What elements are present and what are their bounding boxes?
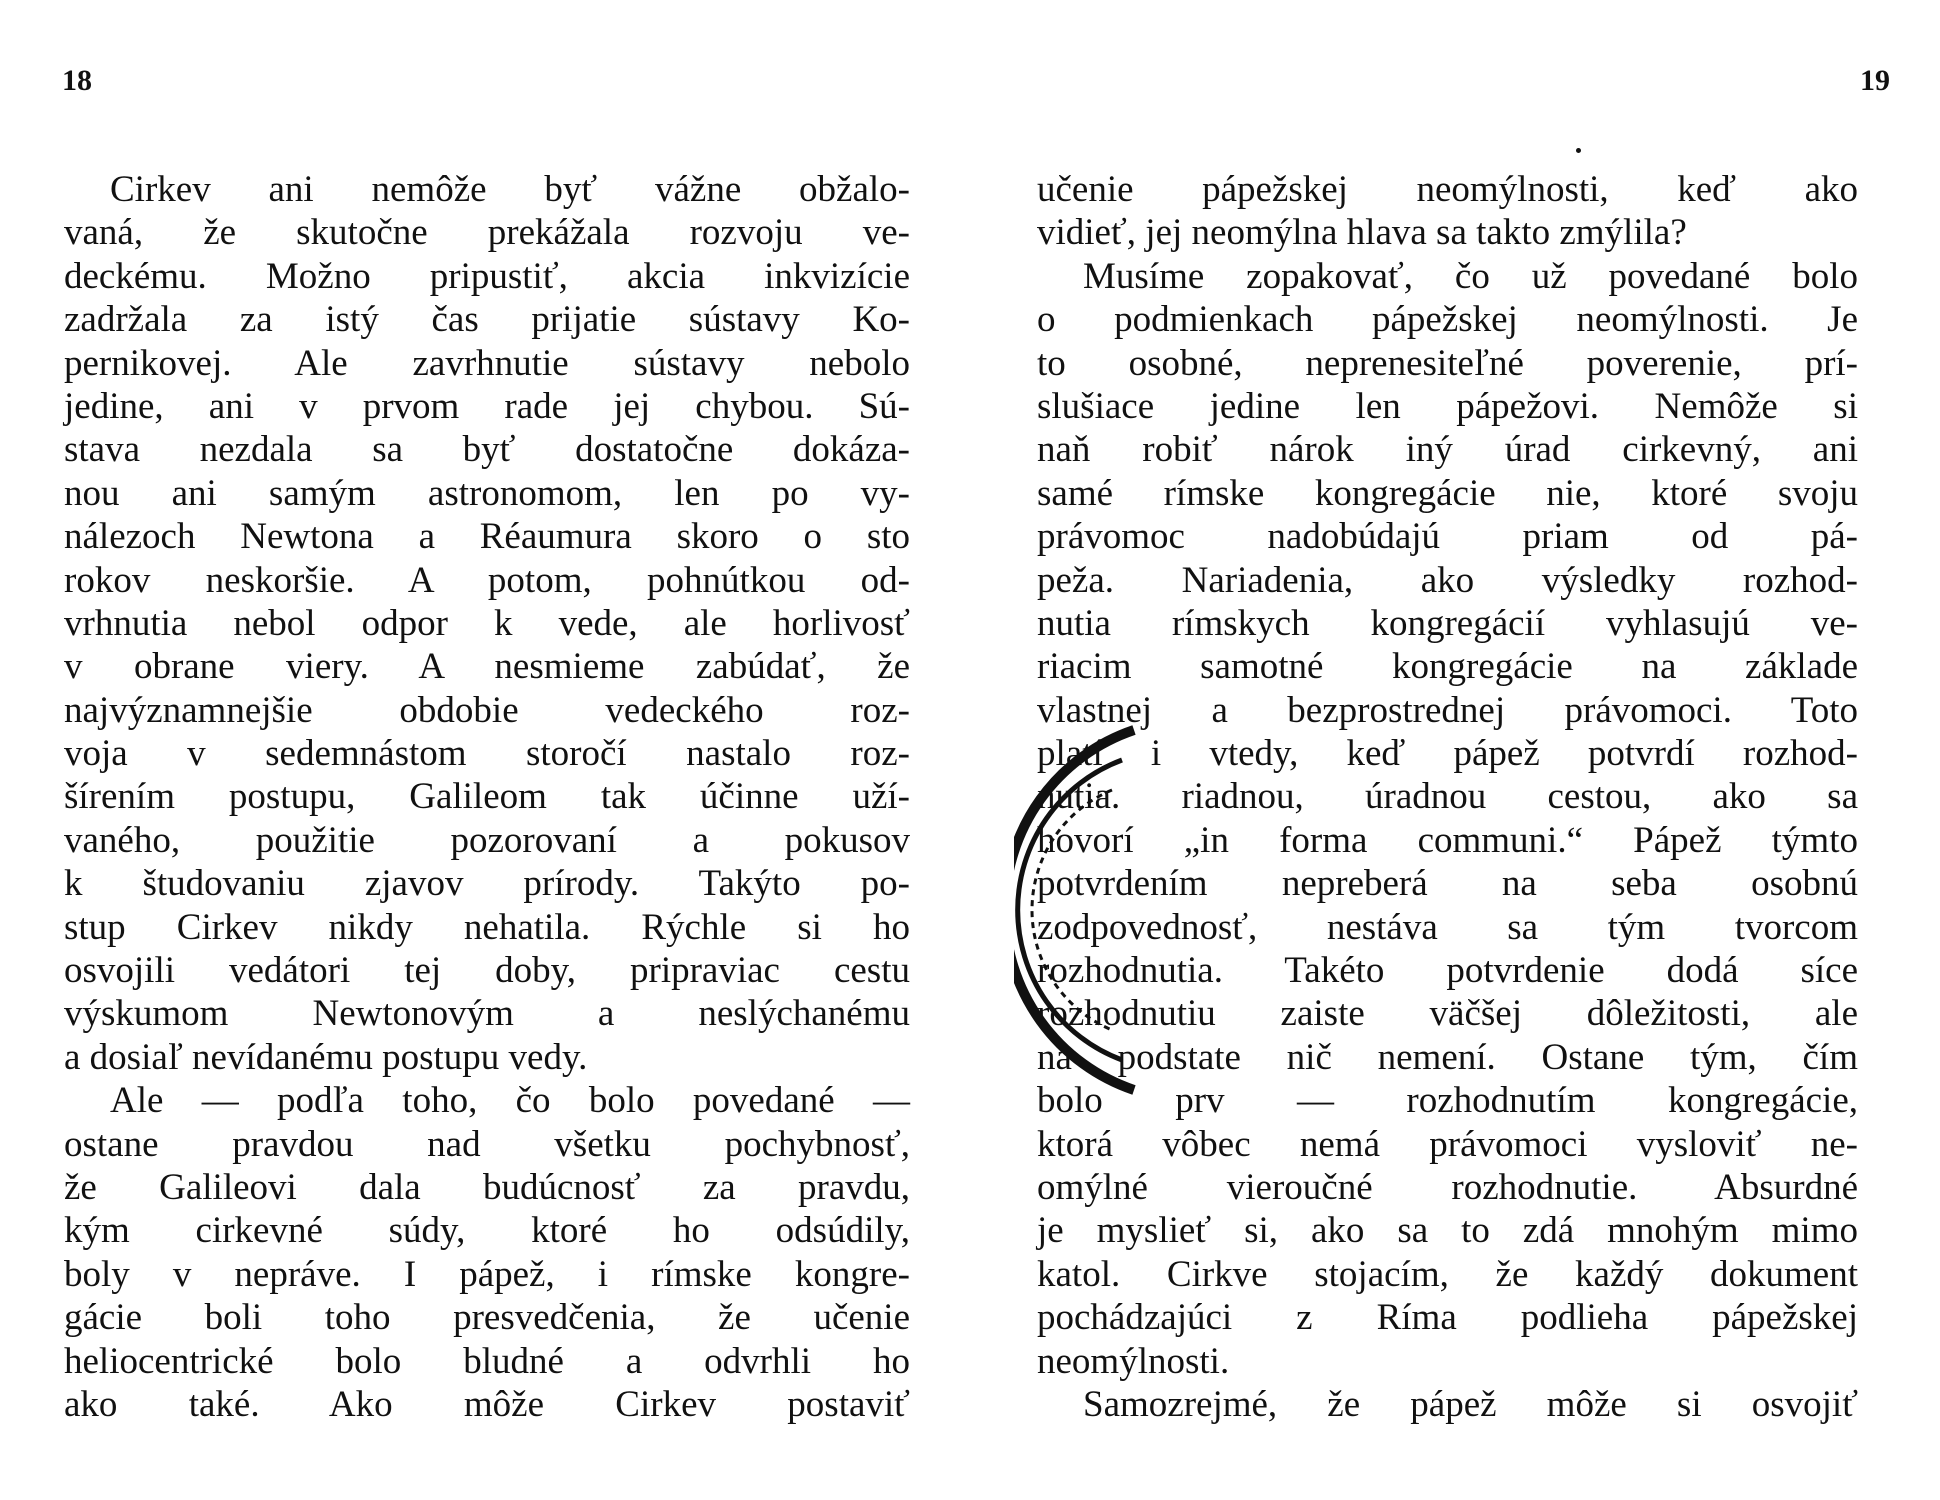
left-line: Cirkev ani nemôže byť vážne obžalo-	[110, 169, 910, 210]
right-line: naň robiť nárok iný úrad cirkevný, ani	[1037, 429, 1858, 471]
right-line: omýlné vieroučné rozhodnutie. Absurdné	[1037, 1166, 1858, 1208]
left-line: a dosiaľ nevídanému postupu vedy.	[64, 1036, 588, 1078]
right-line: ktorá vôbec nemá právomoci vysloviť ne-	[1037, 1123, 1858, 1165]
left-line: jedine, ani v prvom rade jej chybou. Sú-	[64, 385, 910, 427]
right-line: právomoc nadobúdajú priam od pá-	[1037, 516, 1858, 558]
left-line: ostane pravdou nad všetku pochybnosť,	[64, 1123, 910, 1165]
left-line: vrhnutia nebol odpor k vede, ale horlivosť	[64, 602, 910, 644]
right-page	[970, 0, 1940, 1500]
left-line: že Galileovi dala budúcnosť za pravdu,	[64, 1166, 910, 1208]
left-line: gácie boli toho presvedčenia, že učenie	[64, 1297, 910, 1339]
left-line: ako také. Ako môže Cirkev postaviť	[64, 1383, 910, 1425]
left-line: šírením postupu, Galileom tak účinne uží-	[64, 776, 910, 818]
left-line: deckému. Možno pripustiť, akcia inkvizície	[64, 255, 910, 297]
left-page-text	[64, 168, 910, 1426]
right-line: riacim samotné kongregácie na základe	[1037, 646, 1858, 688]
left-line: kým cirkevné súdy, ktoré ho odsúdily,	[64, 1210, 910, 1252]
right-line: samé rímske kongregácie nie, ktoré svoju	[1037, 472, 1858, 514]
left-line: Ale — podľa toho, čo bolo povedané —	[110, 1080, 910, 1122]
left-line: stup Cirkev nikdy nehatila. Rýchle si ho	[64, 906, 910, 948]
left-line: heliocentrické bolo bludné a odvrhli ho	[64, 1340, 910, 1382]
right-line: pochádzajúci z Ríma podlieha pápežskej	[1037, 1297, 1858, 1339]
right-page-text	[1037, 168, 1858, 1426]
left-line: vaná, že skutočne prekážala rozvoju ve-	[64, 212, 910, 254]
right-line: je myslieť si, ako sa to zdá mnohým mimo	[1037, 1210, 1858, 1252]
left-line: nálezoch Newtona a Réaumura skoro o sto	[64, 516, 910, 558]
left-line: k študovaniu zjavov prírody. Takýto po-	[64, 863, 910, 905]
left-line: boly v nepráve. I pápež, i rímske kongre-	[64, 1253, 910, 1295]
right-line: rozhodnutia. Takéto potvrdenie dodá síce	[1037, 950, 1858, 992]
right-line: o podmienkach pápežskej neomýlnosti. Je	[1037, 299, 1858, 341]
right-line: platí i vtedy, keď pápež potvrdí rozhod-	[1037, 733, 1858, 775]
left-line: najvýznamnejšie obdobie vedeckého roz-	[64, 689, 910, 731]
right-line: rozhodnutiu zaiste väčšej dôležitosti, ale	[1037, 993, 1858, 1035]
right-line: vidieť, jej neomýlna hlava sa takto zmýlila?	[1037, 212, 1687, 254]
right-line: vlastnej a bezprostrednej právomoci. Toto	[1037, 689, 1858, 731]
right-line: slušiace jedine len pápežovi. Nemôže si	[1037, 385, 1858, 427]
left-line: pernikovej. Ale zavrhnutie sústavy nebolo	[64, 342, 910, 384]
left-line: rokov neskoršie. A potom, pohnútkou od-	[64, 559, 910, 601]
right-line: Samozrejmé, že pápež môže si osvojiť	[1083, 1383, 1858, 1425]
right-line: hovorí „in forma communi.“ Pápež týmto	[1037, 819, 1858, 861]
right-line: Musíme zopakovať, čo už povedané bolo	[1083, 255, 1858, 297]
right-line: zodpovednosť, nestáva sa tým tvorcom	[1037, 906, 1858, 948]
left-line: osvojili vedátori tej doby, pripraviac cestu	[64, 950, 910, 992]
right-line: peža. Nariadenia, ako výsledky rozhod-	[1037, 559, 1858, 601]
right-line: nutia rímskych kongregácií vyhlasujú ve-	[1037, 602, 1858, 644]
left-line: vaného, použitie pozorovaní a pokusov	[64, 819, 910, 861]
right-line: učenie pápežskej neomýlnosti, keď ako	[1037, 169, 1858, 210]
left-line: výskumom Newtonovým a neslýchanému	[64, 993, 910, 1035]
right-line: katol. Cirkve stojacím, že každý dokument	[1037, 1253, 1858, 1295]
right-line: neomýlnosti.	[1037, 1340, 1230, 1382]
left-line: v obrane viery. A nesmieme zabúdať, že	[64, 646, 910, 688]
right-line: nutia. riadnou, úradnou cestou, ako sa	[1037, 776, 1858, 818]
page-number-left: 18	[62, 64, 92, 97]
ink-dot	[1576, 148, 1581, 153]
right-line: bolo prv — rozhodnutím kongregácie,	[1037, 1080, 1858, 1122]
page-number-right: 19	[1860, 64, 1890, 97]
left-line: stava nezdala sa byť dostatočne dokáza-	[64, 429, 910, 471]
right-line: potvrdením nepreberá na seba osobnú	[1037, 863, 1858, 905]
right-line: to osobné, neprenesiteľné poverenie, prí-	[1037, 342, 1858, 384]
left-line: voja v sedemnástom storočí nastalo roz-	[64, 733, 910, 775]
left-line: nou ani samým astronomom, len po vy-	[64, 472, 910, 514]
right-line: na podstate nič nemení. Ostane tým, čím	[1037, 1036, 1858, 1078]
left-line: zadržala za istý čas prijatie sústavy Ko-	[64, 299, 910, 341]
